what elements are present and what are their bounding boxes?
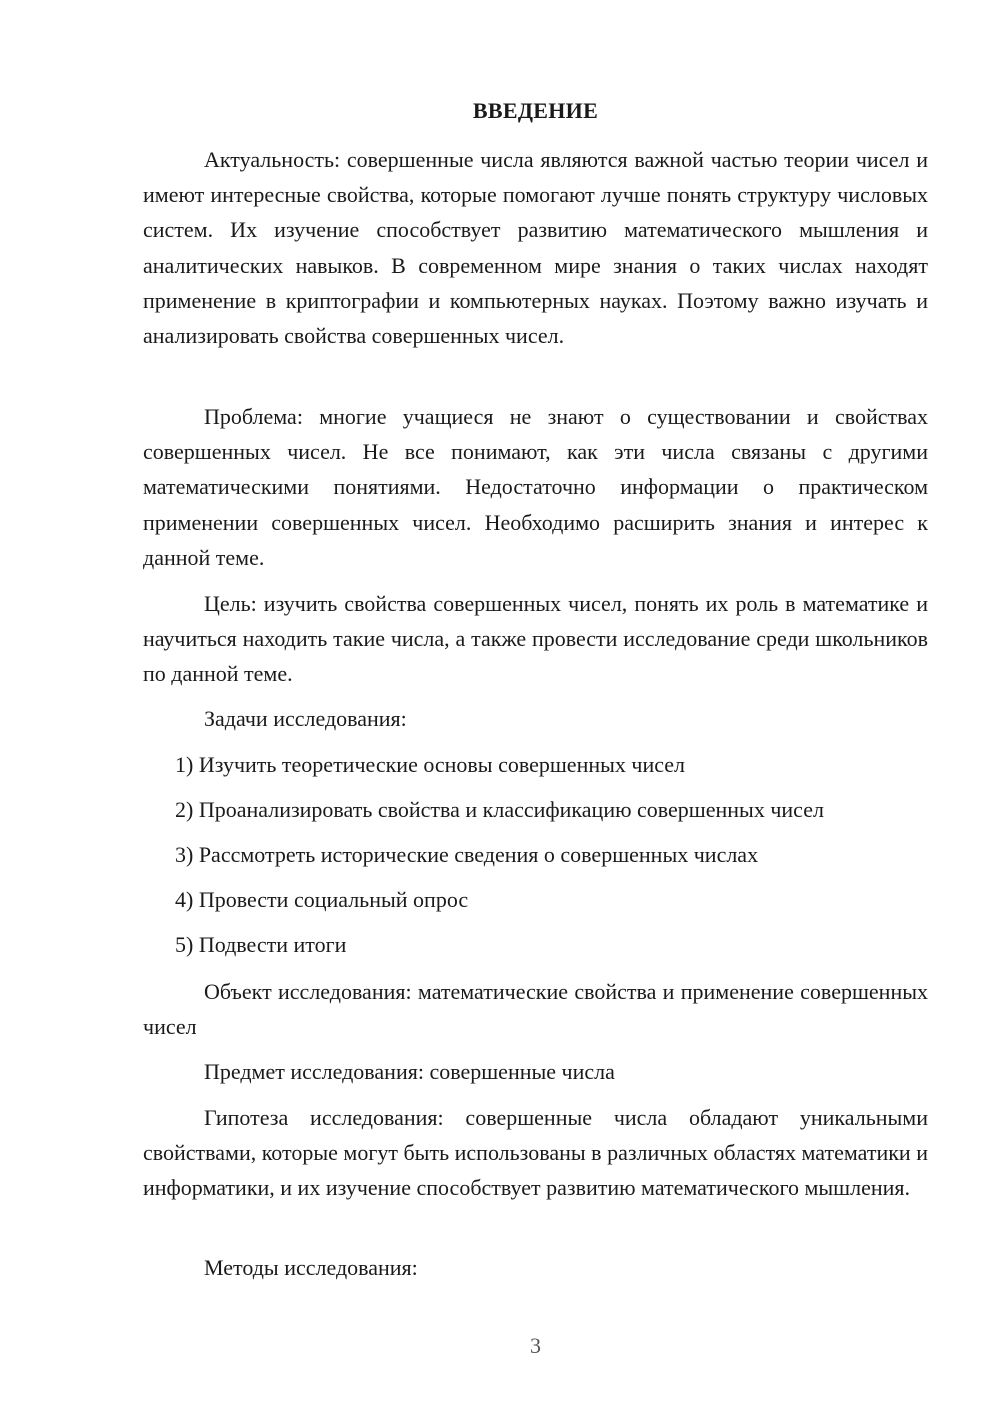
problem-paragraph: Проблема: многие учащиеся не знают о существовании и свойствах совершенных чисел. Не все понимают, как эти числа связаны с другими математическими понятиями. Недостаточно информации о практическом применении совершенных чисел. Необходимо расширить знания и интерес к данной теме.	[143, 404, 928, 570]
task-item: 2) Проанализировать свойства и классификацию совершенных чисел	[175, 797, 824, 822]
task-item: 1) Изучить теоретические основы совершенных чисел	[175, 752, 686, 777]
goal-paragraph: Цель: изучить свойства совершенных чисел, понять их роль в математике и научиться находить такие числа, а также провести исследование среди школьников по данной теме.	[143, 591, 928, 687]
tasks-heading: Задачи исследования:	[204, 706, 407, 731]
relevance-paragraph: Актуальность: совершенные числа являются важной частью теории чисел и имеют интересные свойства, которые помогают лучше понять структуру числовых систем. Их изучение способствует развитию математического мышления и аналитических навыков. В современном мире знания о таких числах находят применение в криптографии и компьютерных науках. Поэтому важно изучать и анализировать свойства совершенных чисел.	[143, 147, 928, 349]
object-paragraph: Объект исследования: математические свойства и применение совершенных чисел	[143, 979, 928, 1040]
subject-paragraph: Предмет исследования: совершенные числа	[204, 1059, 615, 1084]
page-number: 3	[530, 1333, 541, 1358]
task-item: 5) Подвести итоги	[175, 932, 347, 957]
methods-heading: Методы исследования:	[204, 1255, 418, 1280]
document-page	[143, 0, 928, 1414]
task-item: 4) Провести социальный опрос	[175, 887, 469, 912]
hypothesis-paragraph: Гипотеза исследования: совершенные числа обладают уникальными свойствами, которые могут быть использованы в различных областях математики и информатики, и их изучение способствует развитию математического мышления.	[143, 1105, 928, 1201]
page-title: ВВЕДЕНИЕ	[472, 98, 599, 123]
task-item: 3) Рассмотреть исторические сведения о совершенных числах	[175, 842, 759, 867]
